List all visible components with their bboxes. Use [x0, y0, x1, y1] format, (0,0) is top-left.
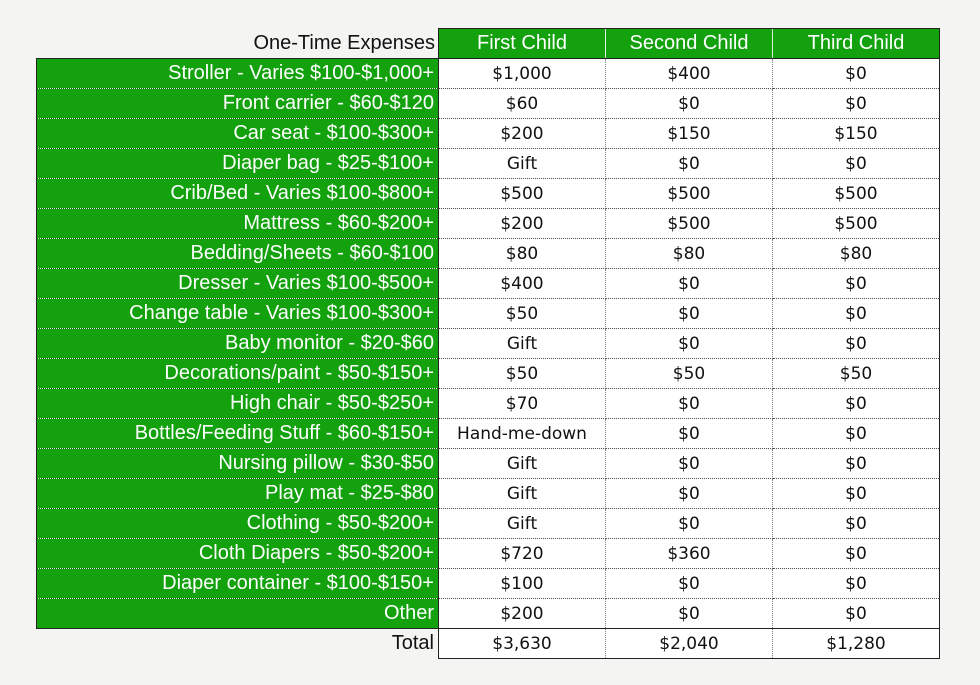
total-label: Total [391, 632, 434, 655]
table-cell: $0 [606, 569, 773, 599]
table-cell: $0 [606, 599, 773, 629]
table-title: One-Time Expenses [253, 31, 435, 54]
table-cell: $400 [439, 269, 606, 299]
row-label: Other [37, 599, 439, 629]
row-label: Clothing - $50-$200+ [37, 509, 439, 539]
table-cell: $0 [606, 419, 773, 449]
row-label: Diaper container - $100-$150+ [37, 569, 439, 599]
table-cell: $0 [773, 149, 940, 179]
table-cell: Hand-me-down [439, 419, 606, 449]
table-cell: $0 [773, 509, 940, 539]
table-row [37, 119, 940, 149]
table-cell: $0 [606, 89, 773, 119]
row-label: Diaper bag - $25-$100+ [37, 149, 439, 179]
row-label: Bedding/Sheets - $60-$100 [37, 239, 439, 269]
total-third-child: $1,280 [773, 629, 940, 659]
table-cell: $0 [773, 269, 940, 299]
table-cell: Gift [439, 509, 606, 539]
row-label: Baby monitor - $20-$60 [37, 329, 439, 359]
table-cell: $720 [439, 539, 606, 569]
table-cell: $80 [439, 239, 606, 269]
table-cell: $70 [439, 389, 606, 419]
table-cell: $0 [773, 419, 940, 449]
table-row [37, 419, 940, 449]
header-row [37, 29, 940, 59]
table-cell: $500 [606, 179, 773, 209]
table-row [37, 329, 940, 359]
table-cell: $0 [773, 389, 940, 419]
expenses-table [36, 28, 940, 659]
table-cell: $50 [439, 359, 606, 389]
table-row [37, 479, 940, 509]
table-row [37, 389, 940, 419]
table-cell: $50 [439, 299, 606, 329]
table-cell: $0 [773, 569, 940, 599]
table-cell: $360 [606, 539, 773, 569]
table-cell: $400 [606, 59, 773, 89]
table-cell: $200 [439, 209, 606, 239]
table-cell: $0 [606, 329, 773, 359]
table-row [37, 299, 940, 329]
table-cell: $0 [606, 509, 773, 539]
table-cell: $200 [439, 599, 606, 629]
table-cell: $500 [773, 179, 940, 209]
table-cell: $100 [439, 569, 606, 599]
row-label: Play mat - $25-$80 [37, 479, 439, 509]
table-cell: $80 [606, 239, 773, 269]
table-cell: $150 [606, 119, 773, 149]
table-cell: Gift [439, 149, 606, 179]
table-row [37, 149, 940, 179]
column-header-second-child: Second Child [606, 29, 773, 59]
table-cell: $0 [606, 149, 773, 179]
table-cell: $1,000 [439, 59, 606, 89]
table-cell: $500 [439, 179, 606, 209]
row-label: Stroller - Varies $100-$1,000+ [37, 59, 439, 89]
expenses-table-container [36, 28, 940, 659]
table-row [37, 359, 940, 389]
table-row [37, 89, 940, 119]
total-first-child: $3,630 [439, 629, 606, 659]
table-row [37, 539, 940, 569]
table-row [37, 599, 940, 629]
column-header-first-child: First Child [439, 29, 606, 59]
table-row [37, 449, 940, 479]
table-row [37, 209, 940, 239]
row-label: Decorations/paint - $50-$150+ [37, 359, 439, 389]
table-cell: $50 [773, 359, 940, 389]
table-row [37, 59, 940, 89]
table-cell: Gift [439, 479, 606, 509]
table-row [37, 179, 940, 209]
table-cell: $0 [773, 539, 940, 569]
total-second-child: $2,040 [606, 629, 773, 659]
table-cell: $0 [606, 449, 773, 479]
row-label: Front carrier - $60-$120 [37, 89, 439, 119]
table-cell: $150 [773, 119, 940, 149]
table-cell: $0 [606, 269, 773, 299]
table-cell: Gift [439, 449, 606, 479]
table-cell: $0 [773, 89, 940, 119]
table-cell: $0 [773, 59, 940, 89]
row-label: Nursing pillow - $30-$50 [37, 449, 439, 479]
table-cell: $60 [439, 89, 606, 119]
row-label: Crib/Bed - Varies $100-$800+ [37, 179, 439, 209]
row-label: Mattress - $60-$200+ [37, 209, 439, 239]
table-row [37, 269, 940, 299]
table-cell: $0 [773, 449, 940, 479]
table-row [37, 239, 940, 269]
table-cell: $0 [606, 479, 773, 509]
table-cell: $500 [606, 209, 773, 239]
row-label: Car seat - $100-$300+ [37, 119, 439, 149]
total-row [37, 629, 940, 659]
table-cell: $0 [773, 599, 940, 629]
table-cell: $0 [606, 389, 773, 419]
table-cell: $0 [606, 299, 773, 329]
row-label: Change table - Varies $100-$300+ [37, 299, 439, 329]
row-label: High chair - $50-$250+ [37, 389, 439, 419]
table-cell: $0 [773, 479, 940, 509]
row-label: Dresser - Varies $100-$500+ [37, 269, 439, 299]
table-cell: $0 [773, 329, 940, 359]
table-cell: Gift [439, 329, 606, 359]
table-cell: $500 [773, 209, 940, 239]
table-cell: $50 [606, 359, 773, 389]
table-row [37, 509, 940, 539]
table-cell: $80 [773, 239, 940, 269]
table-row [37, 569, 940, 599]
table-cell: $0 [773, 299, 940, 329]
table-cell: $200 [439, 119, 606, 149]
column-header-third-child: Third Child [773, 29, 940, 59]
row-label: Bottles/Feeding Stuff - $60-$150+ [37, 419, 439, 449]
row-label: Cloth Diapers - $50-$200+ [37, 539, 439, 569]
